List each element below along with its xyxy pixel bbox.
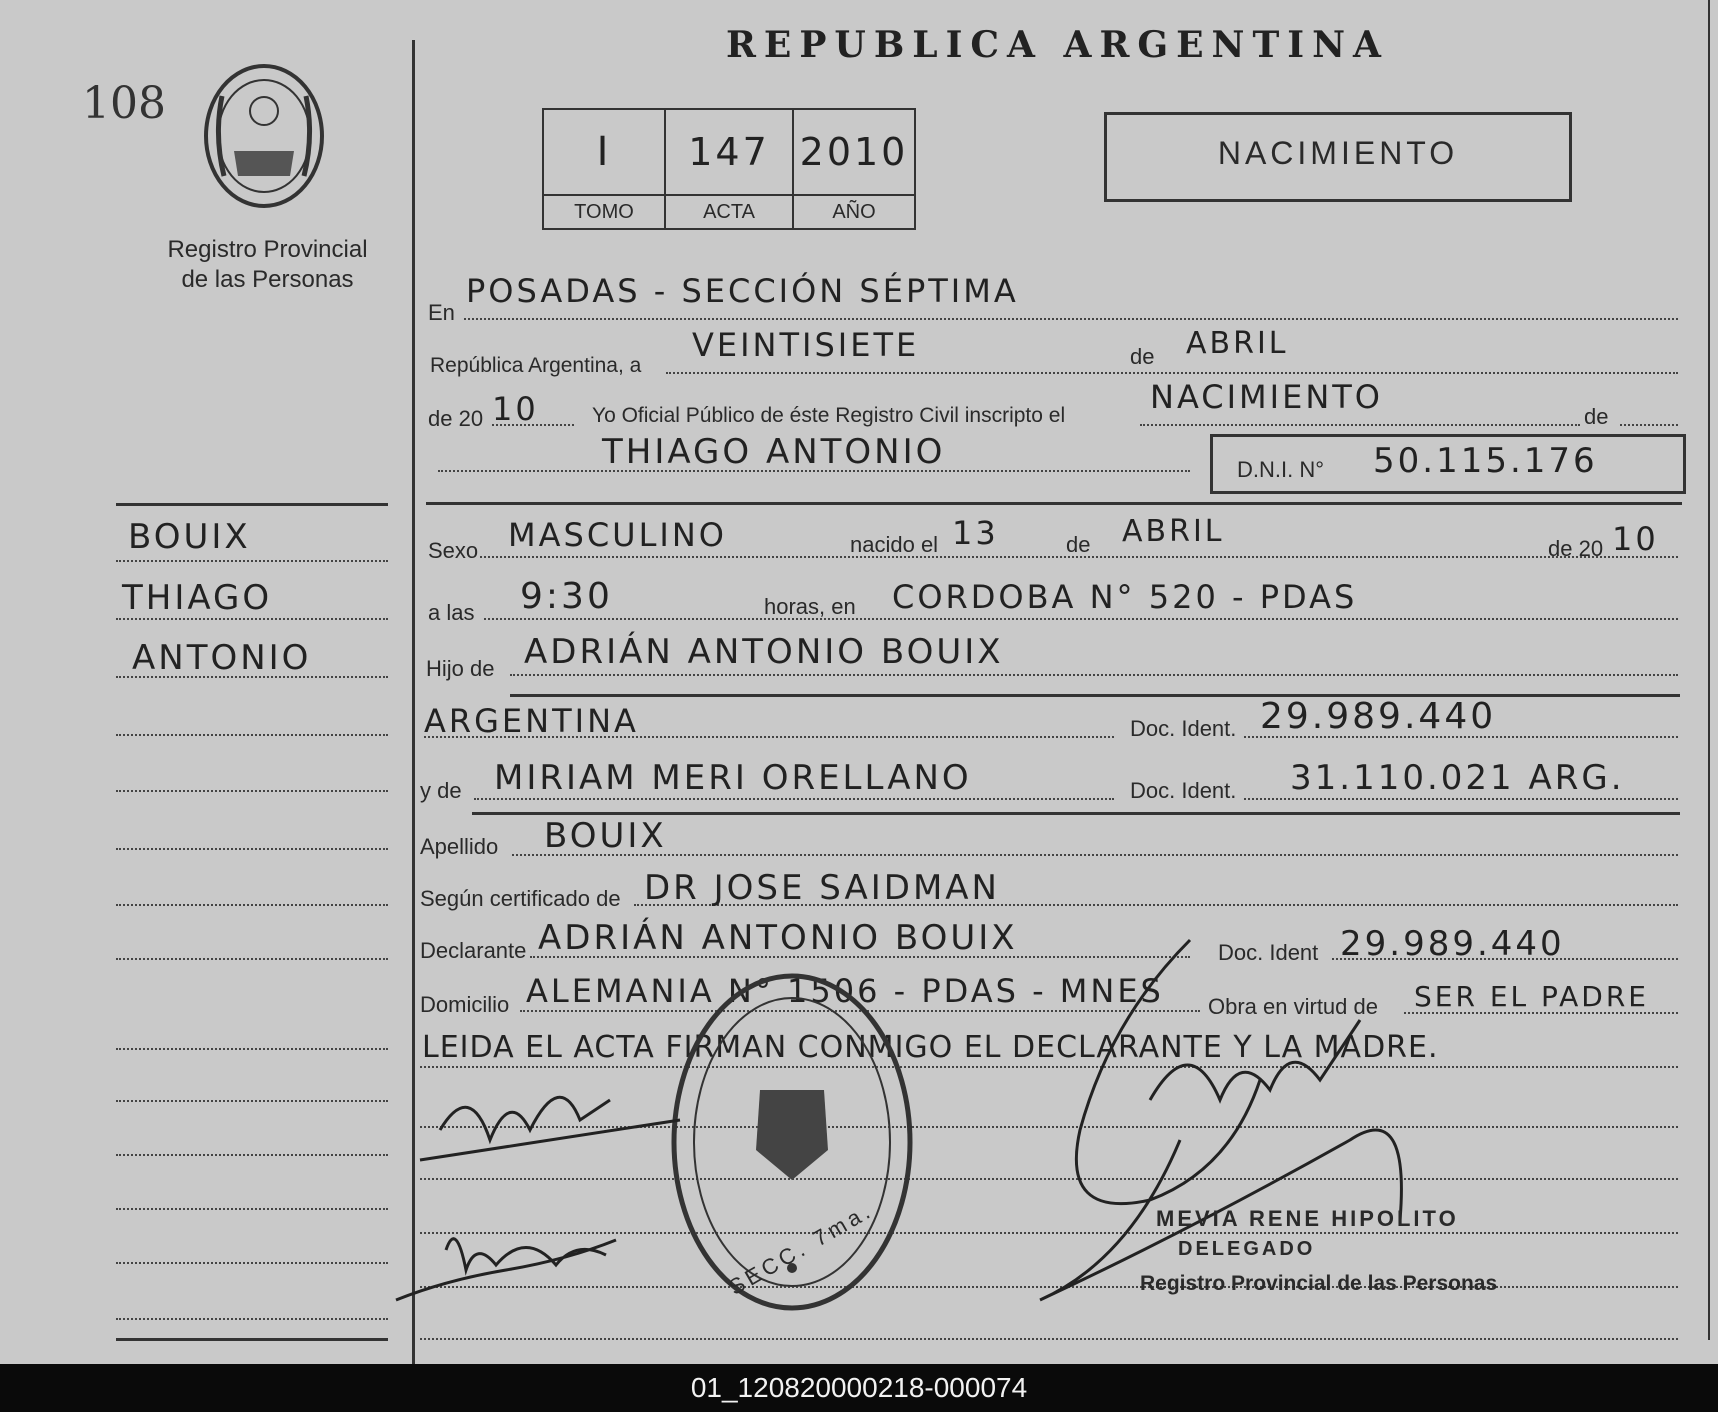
margin-line bbox=[116, 618, 388, 620]
margin-name-1: BOUIX bbox=[128, 517, 251, 557]
a-las-label: a las bbox=[428, 600, 475, 625]
certificado-label: Según certificado de bbox=[420, 886, 621, 911]
margin-line bbox=[116, 848, 388, 850]
section-rule bbox=[426, 502, 1682, 505]
mes-value: ABRIL bbox=[1186, 326, 1289, 361]
oficial-label: Yo Oficial Público de éste Registro Civil inscripto el bbox=[592, 404, 1066, 427]
section-rule bbox=[510, 694, 1680, 697]
anio-prefix: de 20 bbox=[428, 406, 484, 431]
margin-line bbox=[116, 958, 388, 960]
nacido-anio-prefix: de 20 bbox=[1548, 536, 1604, 561]
republica-label: República Argentina, a bbox=[430, 354, 642, 377]
margin-line bbox=[116, 1100, 388, 1102]
form-line bbox=[424, 736, 1114, 738]
margin-line bbox=[116, 1154, 388, 1156]
nacido-label: nacido el bbox=[850, 532, 939, 557]
form-line bbox=[1244, 798, 1678, 800]
de-label-3: de bbox=[1066, 532, 1091, 557]
sexo-label: Sexo bbox=[428, 538, 479, 563]
margin-line bbox=[116, 676, 388, 678]
official-name: MEVIA RENE HIPOLITO bbox=[1156, 1206, 1459, 1231]
de-label-2: de bbox=[1584, 404, 1609, 429]
certificado-value: DR JOSE SAIDMAN bbox=[644, 868, 1000, 908]
dia-value: VEINTISIETE bbox=[692, 326, 920, 364]
margin-line bbox=[116, 734, 388, 736]
obra-label: Obra en virtud de bbox=[1208, 994, 1378, 1019]
nacido-dia: 13 bbox=[952, 514, 999, 552]
margin-name-2: THIAGO bbox=[122, 578, 273, 618]
registry-name-line1: Registro Provincial bbox=[167, 236, 368, 263]
de-label: de bbox=[1130, 344, 1155, 369]
form-line bbox=[510, 674, 1678, 676]
form-line bbox=[512, 854, 1678, 856]
section-rule bbox=[472, 812, 1680, 815]
form-line bbox=[484, 618, 1678, 620]
apellido-value: BOUIX bbox=[544, 816, 667, 856]
madre-value: MIRIAM MERI ORELLANO bbox=[494, 758, 972, 798]
margin-line bbox=[116, 1262, 388, 1264]
record-type-box bbox=[1104, 112, 1572, 202]
declarante-doc-label: Doc. Ident bbox=[1218, 940, 1319, 965]
page-number: 108 bbox=[82, 78, 166, 129]
dni-box bbox=[1210, 434, 1686, 494]
sexo-value: MASCULINO bbox=[508, 516, 727, 554]
provincial-coat-of-arms-icon bbox=[194, 56, 334, 216]
domicilio-label: Domicilio bbox=[420, 992, 510, 1017]
acta-value: 147 bbox=[688, 130, 770, 174]
declarante-value: ADRIÁN ANTONIO BOUIX bbox=[538, 918, 1018, 958]
registry-name-line2: de las Personas bbox=[181, 266, 354, 293]
en-value: POSADAS - SECCIÓN SÉPTIMA bbox=[466, 272, 1019, 310]
lectura-value: LEIDA EL ACTA FIRMAN CONMIGO EL DECLARANTE Y LA MADRE. bbox=[422, 1030, 1439, 1065]
form-line bbox=[492, 424, 574, 426]
domicilio-value: ALEMANIA N° 1506 - PDAS - MNES bbox=[526, 972, 1164, 1010]
margin-line bbox=[116, 904, 388, 906]
margin-top-rule bbox=[116, 503, 388, 506]
record-type: NACIMIENTO bbox=[1217, 135, 1459, 171]
register-box bbox=[542, 108, 916, 230]
official-role: DELEGADO bbox=[1178, 1238, 1316, 1260]
apellido-label: Apellido bbox=[420, 834, 499, 859]
tomo-value: I bbox=[596, 129, 612, 175]
form-line bbox=[666, 372, 1678, 374]
country-title: REPUBLICA ARGENTINA bbox=[726, 24, 1389, 66]
declarante-label: Declarante bbox=[420, 938, 527, 963]
seal-section: SECC. 7ma. bbox=[724, 1197, 878, 1300]
hijo-label: Hijo de bbox=[426, 656, 495, 681]
form-line bbox=[464, 318, 1678, 320]
padre-value: ADRIÁN ANTONIO BOUIX bbox=[524, 632, 1004, 672]
margin-line bbox=[116, 560, 388, 562]
form-line bbox=[1620, 424, 1678, 426]
madre-doc: 31.110.021 ARG. bbox=[1290, 758, 1625, 798]
form-line bbox=[1140, 424, 1580, 426]
form-line bbox=[474, 798, 1114, 800]
nacido-anio-suffix: 10 bbox=[1612, 520, 1659, 558]
margin-line bbox=[116, 1318, 388, 1320]
margin-name-3: ANTONIO bbox=[132, 638, 312, 678]
padre-doc: 29.989.440 bbox=[1260, 696, 1497, 737]
acta-label: ACTA bbox=[665, 195, 793, 229]
margin-bottom-rule bbox=[116, 1338, 388, 1341]
form-line bbox=[420, 1338, 1678, 1340]
anio-value: 2010 bbox=[799, 130, 909, 174]
y-de-label: y de bbox=[420, 778, 462, 803]
doc-ident-label-padre: Doc. Ident. bbox=[1130, 716, 1237, 741]
official-registry: Registro Provincial de las Personas bbox=[1140, 1272, 1498, 1295]
dni-label: D.N.I. N° bbox=[1237, 457, 1325, 482]
margin-line bbox=[116, 790, 388, 792]
right-edge bbox=[1708, 0, 1710, 1340]
nacido-mes: ABRIL bbox=[1122, 514, 1225, 549]
doc-ident-label-madre: Doc. Ident. bbox=[1130, 778, 1237, 803]
signature-left-bottom-icon bbox=[386, 1210, 636, 1310]
lugar-value: CORDOBA N° 520 - PDAS bbox=[892, 578, 1358, 616]
horas-en-label: horas, en bbox=[764, 594, 856, 619]
margin-line bbox=[116, 1208, 388, 1210]
document-id-footer: 01_120820000218-000074 bbox=[0, 1364, 1718, 1412]
hora-value: 9:30 bbox=[520, 576, 613, 617]
declarante-doc: 29.989.440 bbox=[1340, 924, 1565, 964]
anio-label: AÑO bbox=[793, 195, 915, 229]
obra-value: SER EL PADRE bbox=[1414, 980, 1649, 1013]
tomo-label: TOMO bbox=[543, 195, 665, 229]
en-label: En bbox=[428, 300, 455, 325]
inscripto-value: NACIMIENTO bbox=[1150, 378, 1383, 416]
nombre-value: THIAGO ANTONIO bbox=[602, 432, 946, 472]
signature-left-top-icon bbox=[410, 1060, 690, 1170]
margin-line bbox=[116, 1048, 388, 1050]
padre-nacionalidad: ARGENTINA bbox=[424, 702, 639, 740]
anio-suffix: 10 bbox=[492, 390, 539, 428]
dni-value: 50.115.176 bbox=[1373, 441, 1598, 481]
